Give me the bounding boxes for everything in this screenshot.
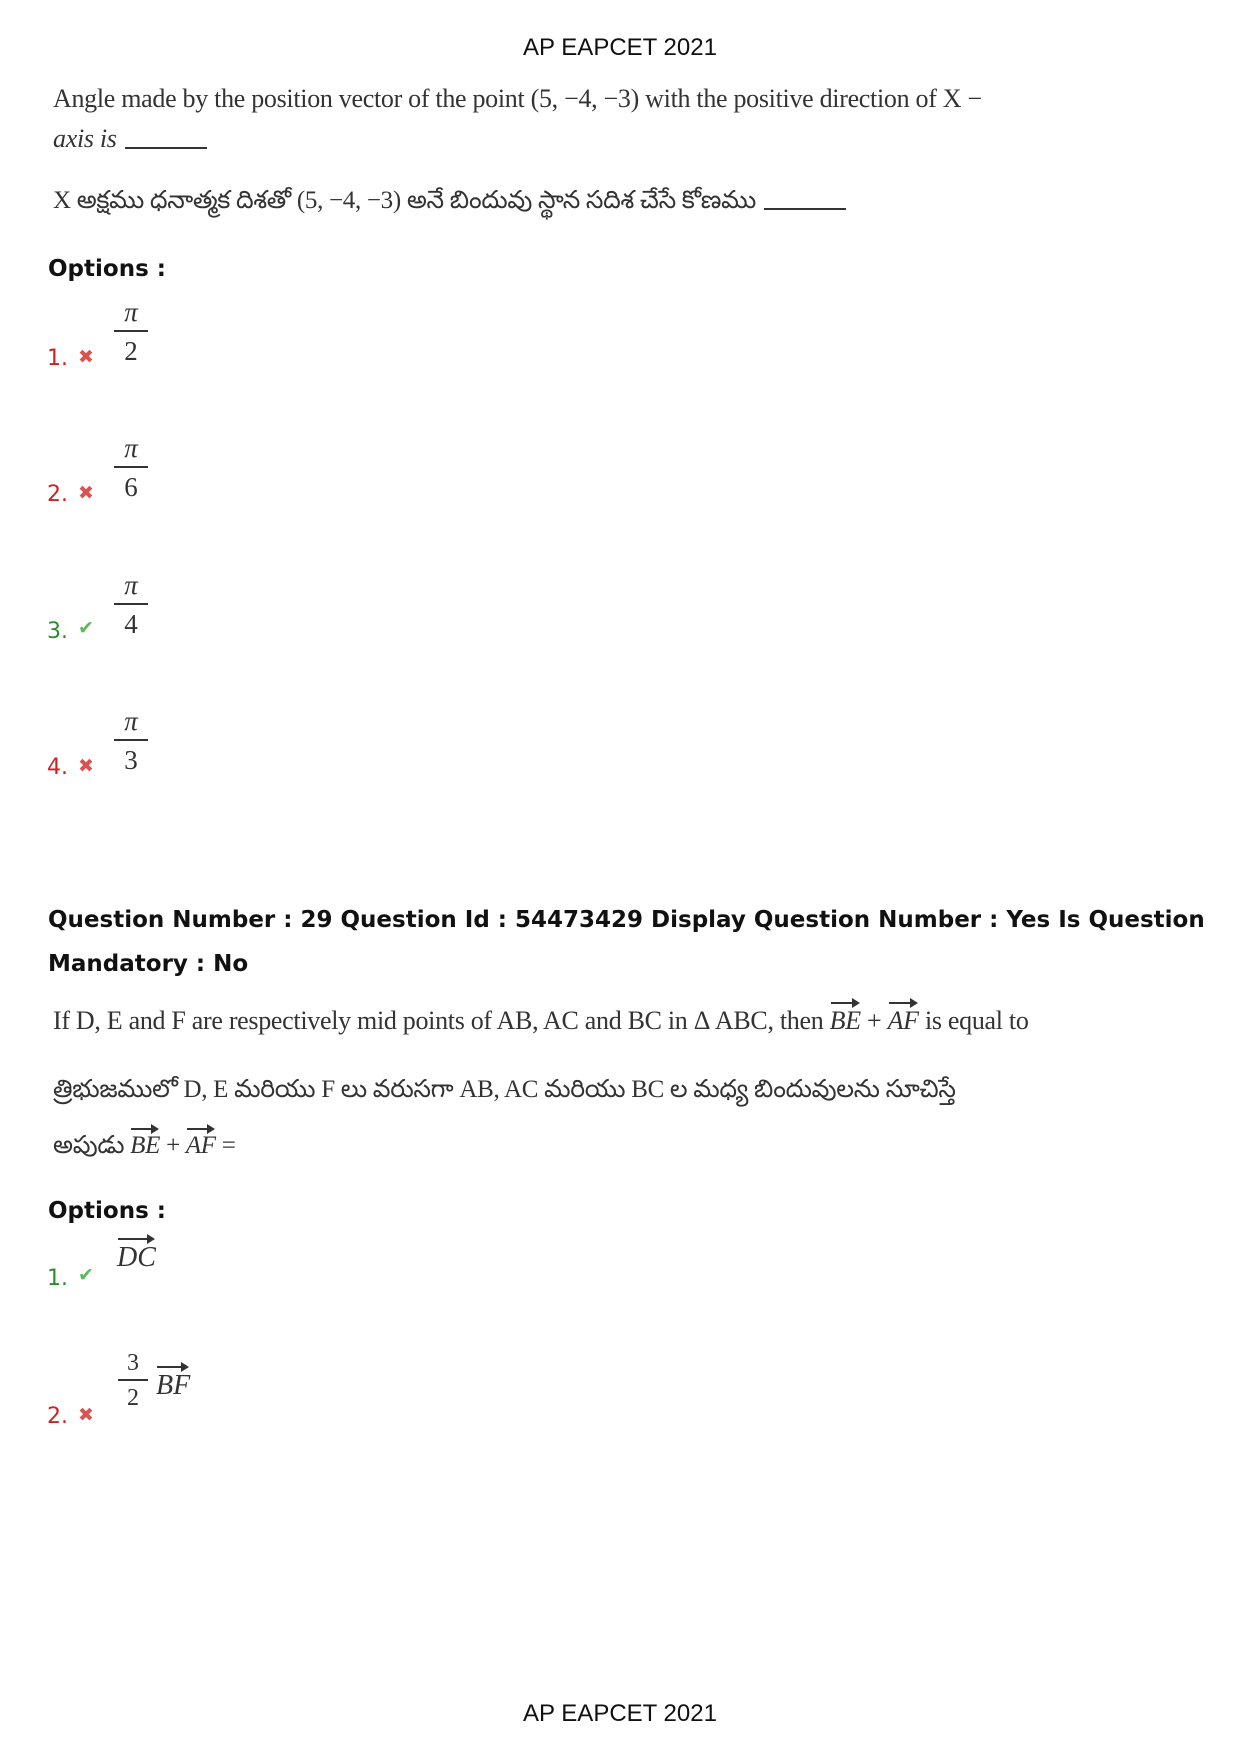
- q28-text-english-line2: [53, 124, 207, 154]
- q28-option-1-fraction: [114, 297, 148, 366]
- answer-blank: [125, 145, 207, 149]
- page-footer: AP EAPCET 2021: [523, 1700, 717, 1727]
- q28-option-1-number: 1.: [47, 346, 68, 371]
- fraction-bar: [114, 739, 148, 741]
- q28-telugu-sentence: X అక్షము ధనాత్మక దిశతో (5, −4, −3) అనే బిందువు స్థాన సదిశ చేసే కోణము: [53, 187, 756, 214]
- fraction-bar: [114, 466, 148, 468]
- plus-sign: +: [166, 1132, 180, 1159]
- checkmark-icon: ✔: [78, 1264, 94, 1286]
- vector-be: BE: [830, 1000, 861, 1036]
- q28-option-2-fraction: [114, 433, 148, 502]
- vector-af: AF: [186, 1126, 216, 1160]
- fraction-denominator: 3: [124, 745, 138, 775]
- q28-option-4-number: 4.: [47, 755, 68, 780]
- q28-option-4-fraction: [114, 706, 148, 775]
- vector-af: AF: [888, 1000, 919, 1036]
- q29-option-1-number: 1.: [47, 1266, 68, 1291]
- q28-axis-is: axis is: [53, 124, 117, 153]
- q29-text-telugu-line1: త్రిభుజములో D, E మరియు F లు వరుసగా AB, AC మరియు BC ల మధ్య బిందువులను సూచిస్తే: [53, 1076, 956, 1103]
- vector-bf: BF: [156, 1364, 190, 1402]
- plus-sign: +: [867, 1006, 882, 1035]
- fraction-bar: [114, 603, 148, 605]
- fraction-denominator: 2: [127, 1385, 139, 1411]
- fraction-denominator: 2: [124, 336, 138, 366]
- q29-option-1-vector: [117, 1236, 156, 1274]
- q29-meta-line1: Question Number : 29 Question Id : 54473429 Display Question Number : Yes Is Question: [48, 907, 1205, 933]
- q29-telugu-prefix: అపుడు: [53, 1132, 125, 1159]
- q28-text-english-line1: Angle made by the position vector of the point (5, −4, −3) with the positive direction of X −: [53, 84, 982, 113]
- q29-option-2-fraction: [118, 1350, 148, 1411]
- q28-option-3-fraction: [114, 570, 148, 639]
- q28-option-2-number: 2.: [47, 482, 68, 507]
- q28-text-telugu: [53, 187, 846, 221]
- q28-option-3-number: 3.: [47, 619, 68, 644]
- fraction-denominator: 4: [124, 609, 138, 639]
- fraction-bar: [118, 1379, 148, 1381]
- cross-icon: ✖: [78, 346, 94, 368]
- cross-icon: ✖: [78, 755, 94, 777]
- q29-english-part1: If D, E and F are respectively mid points of AB, AC and BC in Δ ABC, then: [53, 1006, 824, 1035]
- fraction-numerator: 3: [127, 1350, 139, 1376]
- q29-text-english: [53, 1000, 1029, 1036]
- vector-dc: DC: [117, 1236, 156, 1274]
- q29-options-label: Options :: [48, 1198, 166, 1224]
- fraction-numerator: π: [124, 706, 138, 736]
- page-header: AP EAPCET 2021: [523, 34, 717, 61]
- fraction-numerator: π: [124, 297, 138, 327]
- equals-sign: =: [221, 1132, 236, 1159]
- fraction-denominator: 6: [124, 472, 138, 502]
- checkmark-icon: ✔: [78, 617, 94, 639]
- cross-icon: ✖: [78, 482, 94, 504]
- q29-option-2-number: 2.: [47, 1404, 68, 1429]
- q29-meta-line2: Mandatory : No: [48, 951, 249, 977]
- answer-blank: [764, 206, 846, 210]
- q29-text-telugu-line2: [53, 1126, 236, 1166]
- fraction-bar: [114, 330, 148, 332]
- q29-english-part2: is equal to: [924, 1006, 1029, 1035]
- vector-be: BE: [130, 1126, 160, 1160]
- cross-icon: ✖: [78, 1404, 94, 1426]
- fraction-numerator: π: [124, 570, 138, 600]
- fraction-numerator: π: [124, 433, 138, 463]
- q28-options-label: Options :: [48, 256, 166, 282]
- q29-option-2-vector: [156, 1364, 190, 1402]
